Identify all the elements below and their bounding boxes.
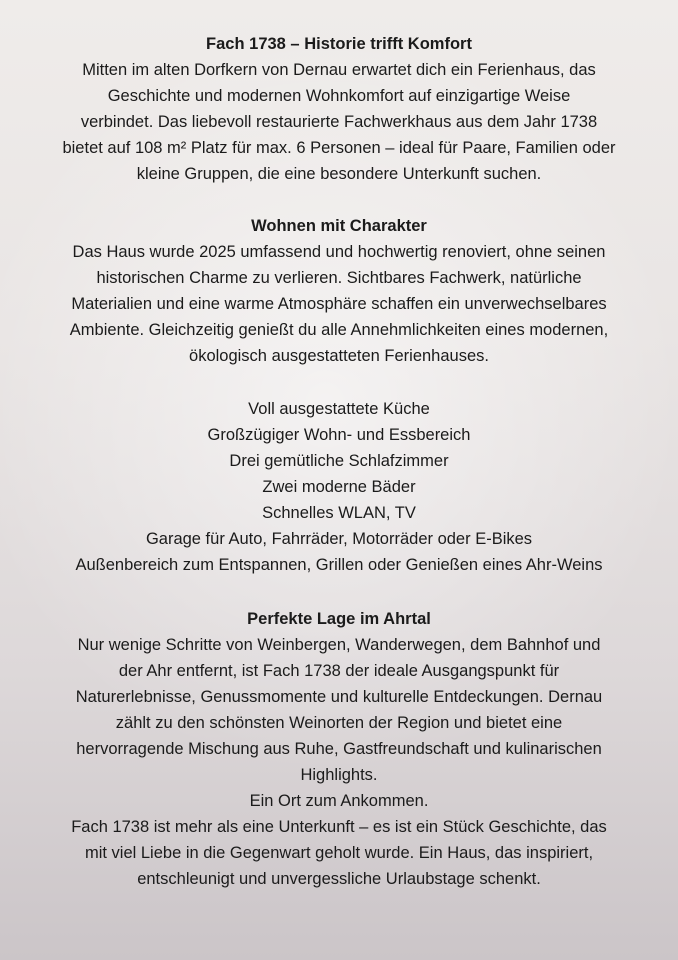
- feature-item: Großzügiger Wohn- und Essbereich: [207, 426, 471, 444]
- section-location: [10, 606, 668, 892]
- section-heading-history: Fach 1738 – Historie trifft Komfort: [206, 35, 472, 53]
- section-heading-character: Wohnen mit Charakter: [251, 217, 427, 235]
- section-text-location: Nur wenige Schritte von Weinbergen, Wanderwegen, dem Bahnhof und der Ahr entfernt, ist Fach 1738 der ideale Ausgangspunkt für Naturerlebnisse, Genussmomente und kulturelle Entdeckungen. Dernau zählt zu den schönsten Weinorten der Region und bietet eine hervorragende Mischung aus Ruhe, Gastfreundschaft und kulinarischen Highlights.: [75, 636, 603, 784]
- closing-text: Fach 1738 ist mehr als eine Unterkunft – es ist ein Stück Geschichte, das mit viel Liebe in die Gegenwart geholt wurde. Ein Haus, das inspiriert, entschleunigt und unvergessliche Urlaubstage schenkt.: [71, 818, 607, 888]
- feature-item: Drei gemütliche Schlafzimmer: [229, 452, 449, 470]
- section-history: [10, 31, 668, 187]
- feature-item: Außenbereich zum Entspannen, Grillen oder Genießen eines Ahr-Weins: [75, 556, 603, 574]
- tagline: Ein Ort zum Ankommen.: [249, 792, 429, 810]
- section-heading-location: Perfekte Lage im Ahrtal: [247, 610, 431, 628]
- feature-item: Voll ausgestattete Küche: [248, 400, 430, 418]
- section-character: [10, 213, 668, 369]
- section-text-character: Das Haus wurde 2025 umfassend und hochwertig renoviert, ohne seinen historischen Charme zu verlieren. Sichtbares Fachwerk, natürliche Materialien und eine warme Atmosphäre schaffen ein unverwechselbares Ambiente. Gleichzeitig genießt du alle Annehmlichkeiten eines modernen, ökologisch ausgestatteten Ferienhauses.: [69, 243, 609, 365]
- feature-list-section: [10, 396, 668, 578]
- section-text-history: Mitten im alten Dorfkern von Dernau erwartet dich ein Ferienhaus, das Geschichte und modernen Wohnkomfort auf einzigartige Weise verbindet. Das liebevoll restaurierte Fachwerkhaus aus dem Jahr 1738 bietet auf 108 m² Platz für max. 6 Personen – ideal für Paare, Familien oder kleine Gruppen, die eine besondere Unterkunft suchen.: [62, 61, 616, 183]
- feature-item: Schnelles WLAN, TV: [262, 504, 416, 522]
- feature-item: Zwei moderne Bäder: [262, 478, 416, 496]
- feature-item: Garage für Auto, Fahrräder, Motorräder oder E-Bikes: [145, 530, 533, 548]
- feature-list: [10, 396, 668, 578]
